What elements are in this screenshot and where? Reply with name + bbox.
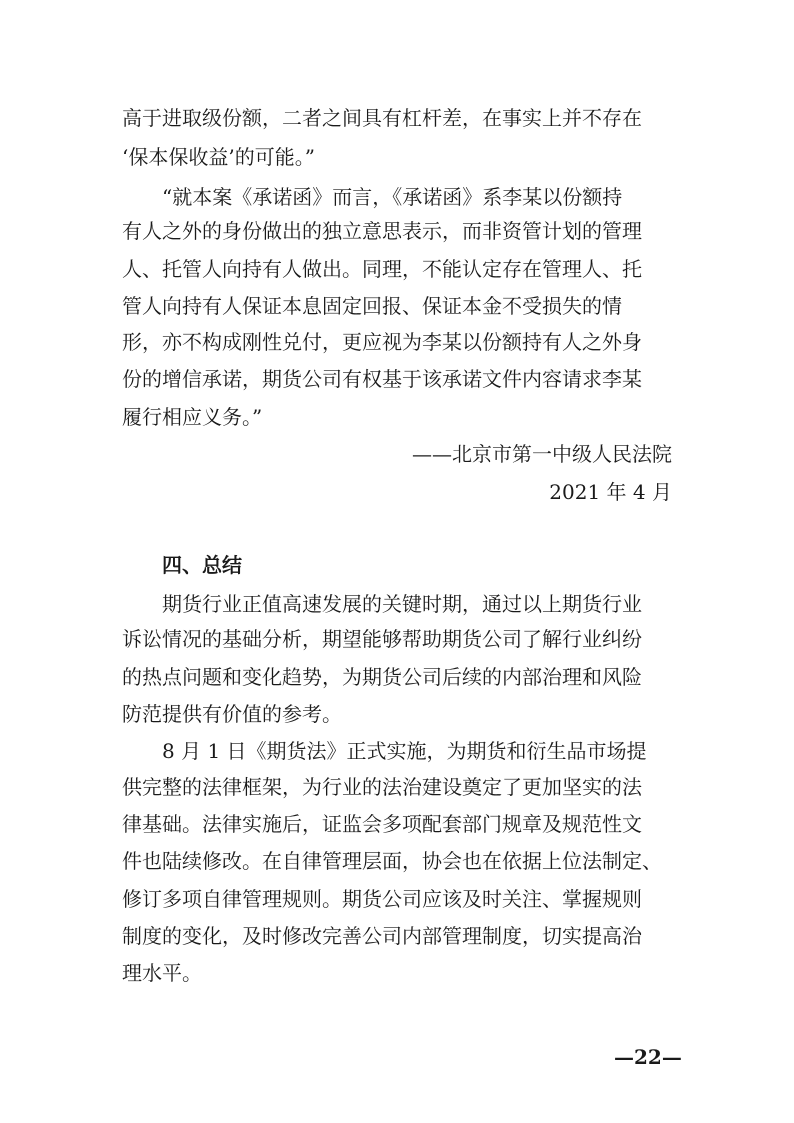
summary-paragraph-1-line-2: 诉讼情况的基础分析，期望能够帮助期货公司了解行业纠纷 [122,627,642,651]
summary-paragraph-2-line-6: 制度的变化，及时修改完善公司内部管理制度，切实提高治 [122,924,642,948]
summary-paragraph-2-line-5: 修订多项自律管理规则。期货公司应该及时关注、掌握规则 [122,887,642,911]
summary-paragraph-1-line-3: 的热点问题和变化趋势，为期货公司后续的内部治理和风险 [122,665,642,689]
summary-paragraph-1-line-4: 防范提供有价值的参考。 [122,702,342,726]
court-quote-line-5: 形，亦不构成刚性兑付，更应视为李某以份额持有人之外身 [122,330,642,354]
quote-tail-line-1: 高于进取级份额，二者之间具有杠杆差，在事实上并不存在 [122,106,642,130]
page-number: —22— [614,1045,682,1069]
court-quote-line-7: 履行相应义务。” [122,405,263,429]
summary-paragraph-2-line-4: 件也陆续修改。在自律管理层面，协会也在依据上位法制定、 [122,849,662,873]
summary-paragraph-1-line-1: 期货行业正值高速发展的关键时期，通过以上期货行业 [162,592,642,616]
quote-date: 2021 年 4 月 [549,480,672,504]
court-quote-line-2: 有人之外的身份做出的独立意思表示，而非资管计划的管理 [122,219,642,243]
summary-paragraph-2-line-3: 律基础。法律实施后，证监会多项配套部门规章及规范性文 [122,812,642,836]
court-quote-line-6: 份的增信承诺，期货公司有权基于该承诺文件内容请求李某 [122,367,642,391]
quote-attribution: ——北京市第一中级人民法院 [412,442,672,466]
quote-tail-line-2: ‘保本保收益’的可能。” [122,145,315,169]
summary-paragraph-2-line-7: 理水平。 [122,961,202,985]
summary-paragraph-2-line-2: 供完整的法律框架，为行业的法治建设奠定了更加坚实的法 [122,775,642,799]
section-heading: 四、总结 [162,553,242,577]
court-quote-line-1: “就本案《承诺函》而言，《承诺函》系李某以份额持 [162,185,623,209]
court-quote-line-3: 人、托管人向持有人做出。同理，不能认定存在管理人、托 [122,257,642,281]
summary-paragraph-2-line-1: 8 月 1 日《期货法》正式实施，为期货和衍生品市场提 [162,739,647,763]
court-quote-line-4: 管人向持有人保证本息固定回报、保证本金不受损失的情 [122,294,622,318]
